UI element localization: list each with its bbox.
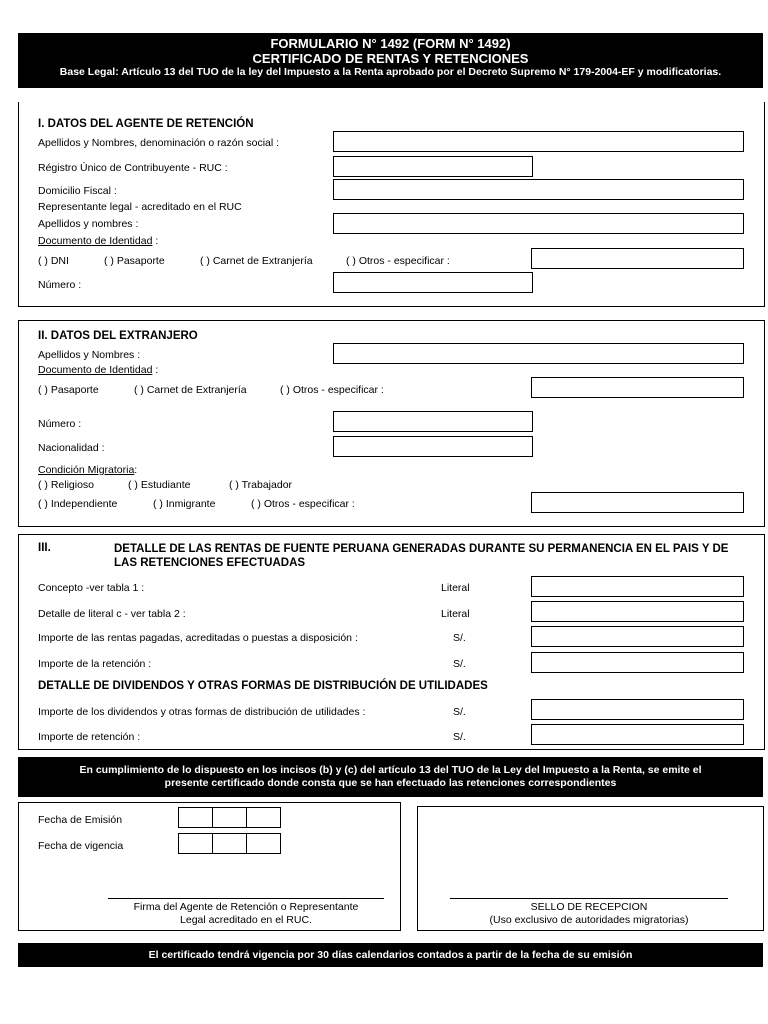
form-title: FORMULARIO N° 1492 (FORM N° 1492) xyxy=(270,36,511,51)
label-ext-documento-text: Documento de Identidad xyxy=(38,364,153,376)
vigencia-month-cell[interactable] xyxy=(212,833,247,854)
notice-bar xyxy=(18,757,763,797)
concepto-input[interactable] xyxy=(531,576,744,597)
sello-label-2: (Uso exclusivo de autoridades migratorias) xyxy=(489,914,689,926)
label-importe-retencion: Importe de la retención : xyxy=(38,658,152,670)
importe-retencion-input[interactable] xyxy=(531,652,744,673)
nacionalidad-input[interactable] xyxy=(333,436,533,457)
option-trabajador[interactable]: ( ) Trabajador xyxy=(229,479,293,491)
label-documento-colon: : xyxy=(152,235,159,247)
label-concepto: Concepto -ver tabla 1 : xyxy=(38,582,145,594)
label-agent-name: Apellidos y Nombres, denominación o razón social : xyxy=(38,137,280,149)
label-soles-2: S/. xyxy=(453,658,466,670)
importe-rentas-input[interactable] xyxy=(531,626,744,647)
section-agente-title: I. DATOS DEL AGENTE DE RETENCIÓN xyxy=(38,118,254,130)
label-soles-1: S/. xyxy=(453,632,466,644)
form-subtitle: CERTIFICADO DE RENTAS Y RETENCIONES xyxy=(252,51,529,66)
emision-month-cell[interactable] xyxy=(212,807,247,828)
importe-retencion-2-input[interactable] xyxy=(531,724,744,745)
option-ext-otros[interactable]: ( ) Otros - especificar : xyxy=(280,384,384,396)
label-documento-text: Documento de Identidad xyxy=(38,235,153,247)
label-condicion xyxy=(38,464,137,476)
option-pasaporte[interactable]: ( ) Pasaporte xyxy=(104,255,165,267)
ext-numero-input[interactable] xyxy=(333,411,533,432)
label-nacionalidad: Nacionalidad : xyxy=(38,442,105,454)
emision-year-cell[interactable] xyxy=(246,807,281,828)
agent-name-input[interactable] xyxy=(333,131,744,152)
option-ext-pasaporte[interactable]: ( ) Pasaporte xyxy=(38,384,99,396)
footer-text: El certificado tendrá vigencia por 30 días calendarios contados a partir de la fecha de su emisión xyxy=(148,949,633,961)
notice-line-1: En cumplimiento de lo dispuesto en los incisos (b) y (c) del artículo 13 del TUO de la Ley del Impuesto a la Renta, se emite el xyxy=(79,764,702,776)
section-extranjero-title: II. DATOS DEL EXTRANJERO xyxy=(38,330,198,342)
rep-name-input[interactable] xyxy=(333,213,744,234)
footer-bar xyxy=(18,943,763,967)
domicilio-input[interactable] xyxy=(333,179,744,200)
option-ext-carnet[interactable]: ( ) Carnet de Extranjería xyxy=(134,384,247,396)
label-fecha-emision: Fecha de Emisión xyxy=(38,814,123,826)
option-estudiante[interactable]: ( ) Estudiante xyxy=(128,479,191,491)
dividendos-title: DETALLE DE DIVIDENDOS Y OTRAS FORMAS DE DISTRIBUCIÓN DE UTILIDADES xyxy=(38,680,488,692)
label-rep-apellidos: Apellidos y nombres : xyxy=(38,218,139,230)
option-carnet[interactable]: ( ) Carnet de Extranjería xyxy=(200,255,313,267)
option-independiente[interactable]: ( ) Independiente xyxy=(38,498,118,510)
otros-specify-input[interactable] xyxy=(531,248,744,269)
vigencia-day-cell[interactable] xyxy=(178,833,213,854)
label-representante: Representante legal - acreditado en el RUC xyxy=(38,201,242,213)
label-ruc: Régistro Único de Contribuyente - RUC : xyxy=(38,162,228,174)
section-rentas-number: III. xyxy=(38,542,51,554)
label-condicion-text: Condición Migratoria xyxy=(38,464,135,476)
option-cond-otros[interactable]: ( ) Otros - especificar : xyxy=(251,498,355,510)
label-soles-4: S/. xyxy=(453,731,466,743)
option-otros[interactable]: ( ) Otros - especificar : xyxy=(346,255,450,267)
stamp-line xyxy=(450,898,728,899)
label-importe-retencion-2: Importe de retención : xyxy=(38,731,141,743)
option-dni[interactable]: ( ) DNI xyxy=(38,255,69,267)
option-inmigrante[interactable]: ( ) Inmigrante xyxy=(153,498,216,510)
label-domicilio: Domicilio Fiscal : xyxy=(38,185,117,197)
ext-name-input[interactable] xyxy=(333,343,744,364)
cond-otros-input[interactable] xyxy=(531,492,744,513)
notice-line-2: presente certificado donde consta que se han efectuado las retenciones correspondientes xyxy=(164,777,617,789)
signature-line xyxy=(108,898,384,899)
vigencia-year-cell[interactable] xyxy=(246,833,281,854)
sello-label-1: SELLO DE RECEPCION xyxy=(530,901,648,913)
firma-label-1: Firma del Agente de Retención o Representante xyxy=(133,901,359,913)
label-importe-dividendos: Importe de los dividendos y otras formas de distribución de utilidades : xyxy=(38,706,366,718)
firma-label-2: Legal acreditado en el RUC. xyxy=(180,914,312,926)
label-fecha-vigencia: Fecha de vigencia xyxy=(38,840,124,852)
label-condicion-colon: : xyxy=(134,464,138,476)
label-soles-3: S/. xyxy=(453,706,466,718)
label-literal-1: Literal xyxy=(441,582,470,594)
label-detalle: Detalle de literal c - ver tabla 2 : xyxy=(38,608,186,620)
label-ext-documento-colon: : xyxy=(152,364,159,376)
emision-day-cell[interactable] xyxy=(178,807,213,828)
section-rentas-title-l1: DETALLE DE LAS RENTAS DE FUENTE PERUANA GENERADAS DURANTE SU PERMANENCIA EN EL PAIS Y DE xyxy=(114,543,729,555)
form-header xyxy=(18,33,763,88)
label-importe-rentas: Importe de las rentas pagadas, acreditadas o puestas a disposición : xyxy=(38,632,358,644)
section-rentas-title-l2: LAS RETENCIONES EFECTUADAS xyxy=(114,557,306,569)
ext-otros-input[interactable] xyxy=(531,377,744,398)
ruc-input[interactable] xyxy=(333,156,533,177)
label-documento xyxy=(38,235,158,247)
label-ext-documento xyxy=(38,364,158,376)
legal-basis: Base Legal: Artículo 13 del TUO de la ley del Impuesto a la Renta aprobado por el Decreto Supremo N° 179-2004-EF y modificatorias. xyxy=(59,66,722,78)
importe-dividendos-input[interactable] xyxy=(531,699,744,720)
option-religioso[interactable]: ( ) Religioso xyxy=(38,479,95,491)
label-literal-2: Literal xyxy=(441,608,470,620)
detalle-input[interactable] xyxy=(531,601,744,622)
label-numero: Número : xyxy=(38,279,82,291)
label-ext-numero: Número : xyxy=(38,418,82,430)
numero-input[interactable] xyxy=(333,272,533,293)
label-ext-apellidos: Apellidos y Nombres : xyxy=(38,349,141,361)
